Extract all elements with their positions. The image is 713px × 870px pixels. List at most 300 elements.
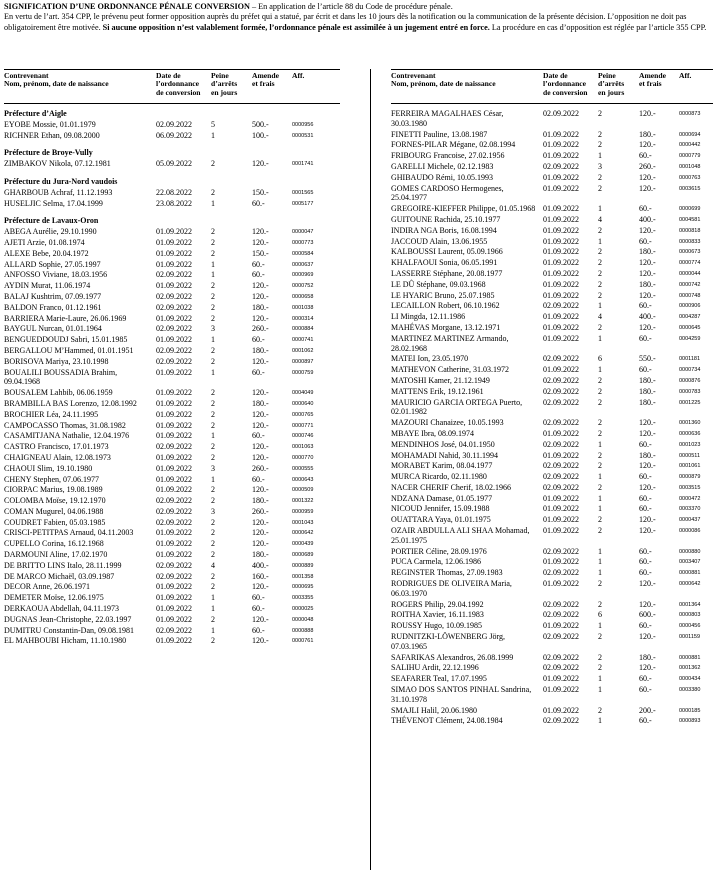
conversion-date: 02.09.2022 <box>543 461 579 471</box>
offender-name: LECAILLON Robert, 06.10.1962 <box>391 301 500 311</box>
fine-amount: 120.- <box>252 291 269 301</box>
fine-amount: 120.- <box>252 528 269 538</box>
conversion-date: 01.09.2022 <box>543 504 579 514</box>
conversion-date: 01.09.2022 <box>156 237 192 247</box>
offender-name: COMAN Mugurel, 04.06.1988 <box>4 506 104 516</box>
conversion-date: 01.09.2022 <box>543 140 579 150</box>
fine-amount: 60.- <box>639 504 652 514</box>
table-row <box>391 237 713 247</box>
table-body <box>4 103 340 646</box>
table-row <box>391 494 713 504</box>
conversion-date: 01.09.2022 <box>543 526 579 536</box>
conversion-date: 01.09.2022 <box>543 705 579 715</box>
conversion-date: 02.09.2022 <box>156 506 192 516</box>
fine-amount: 120.- <box>252 636 269 646</box>
table-row <box>4 421 340 431</box>
fine-amount: 120.- <box>639 172 656 182</box>
case-number: 0001741 <box>292 161 314 168</box>
notice-text-bold: Si aucune opposition n’est valablement formée, l’ordonnance pénale est assimilée à un jugement entré en force. <box>102 22 490 32</box>
table-row <box>391 610 713 620</box>
offender-name: CUPELLO Corina, 16.12.1968 <box>4 539 104 549</box>
conversion-date: 01.09.2022 <box>543 247 579 257</box>
case-number: 0003407 <box>679 559 701 566</box>
table-body <box>391 103 713 726</box>
detention-days: 2 <box>598 482 602 492</box>
conversion-date: 01.09.2022 <box>543 365 579 375</box>
conversion-date: 01.09.2022 <box>156 539 192 549</box>
conversion-date: 02.09.2022 <box>543 472 579 482</box>
detention-days: 2 <box>598 183 602 193</box>
table-row <box>391 461 713 471</box>
offender-name: HUSELJIC Selma, 17.04.1999 <box>4 198 103 208</box>
fine-amount: 120.- <box>639 418 656 428</box>
case-number: 0000695 <box>292 584 314 591</box>
detention-days: 2 <box>598 109 602 118</box>
detention-days: 2 <box>211 248 215 258</box>
detention-days: 2 <box>598 140 602 150</box>
table-row <box>4 485 340 495</box>
fine-amount: 180.- <box>252 302 269 312</box>
offender-name: CASTRO Francisco, 17.01.1973 <box>4 442 109 452</box>
offender-name: DERKAOUA Abdellah, 04.11.1973 <box>4 604 120 614</box>
offender-name: BORISOVA Mariya, 23.10.1998 <box>4 356 109 366</box>
case-number: 0000741 <box>292 337 314 344</box>
header-aff: Aff. <box>679 71 692 80</box>
case-number: 0000637 <box>292 261 314 268</box>
offender-name: NICOUD Jennifer, 15.09.1988 <box>391 504 490 514</box>
table-row <box>391 472 713 482</box>
fine-amount: 120.- <box>639 663 656 673</box>
case-number: 0000906 <box>679 303 701 310</box>
case-number: 0000086 <box>679 528 701 535</box>
offender-name: KALBOUSSI Laurent, 05.09.1966 <box>391 247 503 257</box>
table-row <box>4 561 340 571</box>
offender-name: MBAYE Ibra, 08.09.1974 <box>391 428 475 438</box>
table-row <box>4 357 340 367</box>
detention-days: 3 <box>598 161 602 171</box>
conversion-date: 02.09.2022 <box>543 375 579 385</box>
conversion-date: 02.09.2022 <box>543 632 579 642</box>
case-number: 0004287 <box>679 314 701 321</box>
conversion-date: 02.09.2022 <box>543 663 579 673</box>
case-number: 0000876 <box>679 377 701 384</box>
conversion-date: 02.09.2022 <box>543 482 579 492</box>
case-number: 0000956 <box>292 121 314 128</box>
offender-name: BALDON Franco, 01.12.1961 <box>4 302 102 312</box>
case-number: 0003380 <box>679 687 701 694</box>
detention-days: 1 <box>598 204 602 214</box>
offender-name: SALIHU Ardit, 22.12.1996 <box>391 663 479 673</box>
fine-amount: 160.- <box>252 571 269 581</box>
table-row <box>4 368 340 388</box>
conversion-date: 02.09.2022 <box>156 291 192 301</box>
conversion-date: 01.09.2022 <box>543 172 579 182</box>
table-row <box>391 706 713 716</box>
table-row <box>4 346 340 356</box>
offender-name: RUDNITZKI-LÖWENBERG Jörg, 07.03.1965 <box>391 632 506 651</box>
table-row <box>391 429 713 439</box>
fine-amount: 260.- <box>639 161 656 171</box>
detention-days: 2 <box>211 517 215 527</box>
table-row <box>4 238 340 248</box>
conversion-date: 06.09.2022 <box>156 130 192 140</box>
table-row <box>391 451 713 461</box>
detention-days: 2 <box>598 450 602 460</box>
offender-name: GUITOUNE Rachida, 25.10.1977 <box>391 214 501 224</box>
conversion-date: 02.09.2022 <box>543 568 579 578</box>
case-number: 0000773 <box>292 239 314 246</box>
case-number: 0004259 <box>679 335 701 342</box>
conversion-date: 01.09.2022 <box>156 614 192 624</box>
detention-days: 2 <box>598 397 602 407</box>
detention-days: 4 <box>211 560 215 570</box>
table-row <box>4 131 340 141</box>
conversion-date: 01.09.2022 <box>156 452 192 462</box>
fine-amount: 60.- <box>639 685 652 695</box>
table-row <box>4 227 340 237</box>
table-row <box>391 398 713 418</box>
offender-name: CASAMITJANA Nathalie, 12.04.1976 <box>4 431 130 441</box>
case-number: 0004581 <box>679 216 701 223</box>
case-number: 0000642 <box>292 530 314 537</box>
fine-amount: 100.- <box>252 130 269 140</box>
fine-amount: 120.- <box>639 225 656 235</box>
fine-amount: 120.- <box>639 140 656 150</box>
offender-name: RODRIGUES DE OLIVEIRA Maria, 06.03.1970 <box>391 579 512 598</box>
table-row <box>4 442 340 452</box>
offender-name: FORNES-PILAR Mégane, 02.08.1994 <box>391 140 516 150</box>
conversion-date: 01.09.2022 <box>156 550 192 560</box>
table-row <box>391 483 713 493</box>
conversion-date: 02.09.2022 <box>543 354 579 364</box>
case-number: 0000437 <box>679 517 701 524</box>
conversion-date: 01.09.2022 <box>156 227 192 237</box>
offender-name: DECOR Anne, 26.06.1971 <box>4 582 90 592</box>
offender-name: CHAOUI Slim, 19.10.1980 <box>4 463 93 473</box>
conversion-date: 02.09.2022 <box>543 109 579 118</box>
case-number: 0000439 <box>292 541 314 548</box>
offender-name: FERREIRA MAGALHAES César, 30.03.1980 <box>391 109 504 128</box>
fine-amount: 120.- <box>639 322 656 332</box>
detention-days: 3 <box>211 463 215 473</box>
table-row <box>391 365 713 375</box>
fine-amount: 120.- <box>639 428 656 438</box>
fine-amount: 400.- <box>639 312 656 322</box>
detention-days: 2 <box>211 485 215 495</box>
detention-days: 2 <box>598 526 602 536</box>
conversion-date: 01.09.2022 <box>543 258 579 268</box>
table-row <box>4 496 340 506</box>
table-row <box>391 579 713 599</box>
fine-amount: 60.- <box>639 365 652 375</box>
table-row <box>4 572 340 582</box>
conversion-date: 01.09.2022 <box>156 593 192 603</box>
conversion-date: 01.09.2022 <box>543 428 579 438</box>
fine-amount: 150.- <box>252 187 269 197</box>
detention-days: 2 <box>211 281 215 291</box>
offender-name: MATOSHI Kamer, 21.12.1949 <box>391 375 490 385</box>
case-number: 0000472 <box>679 495 701 502</box>
table-top-rule <box>4 69 340 70</box>
notice-title-suffix: – En application de l’article 88 du Code de procédure pénale. <box>249 2 453 11</box>
case-number: 0000818 <box>679 227 701 234</box>
conversion-date: 01.09.2022 <box>543 225 579 235</box>
conversion-date: 02.09.2022 <box>156 119 192 129</box>
table-row <box>391 184 713 204</box>
case-number: 0000746 <box>292 433 314 440</box>
table-row <box>391 526 713 546</box>
detention-days: 2 <box>598 599 602 609</box>
fine-amount: 600.- <box>639 610 656 620</box>
detention-days: 2 <box>598 386 602 396</box>
conversion-date: 02.09.2022 <box>543 161 579 171</box>
fine-amount: 60.- <box>639 546 652 556</box>
offender-name: ANFOSSO Viviane, 18.03.1956 <box>4 270 108 280</box>
table-row <box>391 334 713 354</box>
table-row <box>4 199 340 209</box>
detention-days: 2 <box>211 636 215 646</box>
case-number: 0000689 <box>292 552 314 559</box>
detention-days: 1 <box>211 474 215 484</box>
table-row <box>391 376 713 386</box>
fine-amount: 180.- <box>252 550 269 560</box>
offender-name: LASSERRE Stéphane, 20.08.1977 <box>391 268 503 278</box>
detention-days: 2 <box>211 302 215 312</box>
offender-name: PORTIER Céline, 28.09.1976 <box>391 546 487 556</box>
table-row <box>391 685 713 705</box>
offender-name: OUATTARA Yaya, 01.01.1975 <box>391 515 491 525</box>
fine-amount: 180.- <box>639 375 656 385</box>
offender-name: COLOMBA Moïse, 19.12.1970 <box>4 496 106 506</box>
detention-days: 2 <box>598 705 602 715</box>
detention-days: 2 <box>211 356 215 366</box>
table-row <box>391 600 713 610</box>
fine-amount: 120.- <box>252 442 269 452</box>
prefecture-heading: Préfecture de Lavaux-Oron <box>4 216 99 226</box>
table-row <box>4 507 340 517</box>
conversion-date: 02.09.2022 <box>156 324 192 334</box>
fine-amount: 120.- <box>252 582 269 592</box>
fine-amount: 400.- <box>252 560 269 570</box>
conversion-date: 01.09.2022 <box>156 335 192 345</box>
case-number: 0001360 <box>679 420 701 427</box>
case-number: 0000881 <box>679 570 701 577</box>
offender-name: NACER CHERIF Cherif, 18.02.1966 <box>391 482 511 492</box>
fine-amount: 120.- <box>639 109 656 118</box>
notice-title: SIGNIFICATION D’UNE ORDONNANCE PÉNALE CONVERSION <box>4 2 250 11</box>
column-divider <box>370 69 371 870</box>
detention-days: 1 <box>598 151 602 161</box>
fine-amount: 60.- <box>252 625 265 635</box>
conversion-date: 01.09.2022 <box>543 493 579 503</box>
detention-days: 2 <box>211 409 215 419</box>
offender-name: MATHEVON Catherine, 31.03.1972 <box>391 365 509 375</box>
case-number: 0000645 <box>679 324 701 331</box>
fine-amount: 260.- <box>252 463 269 473</box>
conversion-date: 02.09.2022 <box>156 625 192 635</box>
detention-days: 2 <box>598 247 602 257</box>
table-row <box>391 140 713 150</box>
offender-name: FRIBOURG Francoise, 27.02.1956 <box>391 151 505 161</box>
detention-days: 6 <box>598 610 602 620</box>
case-number: 0000025 <box>292 606 314 613</box>
conversion-date: 01.09.2022 <box>156 420 192 430</box>
offender-name: INDIRA NGA Boris, 16.08.1994 <box>391 225 497 235</box>
conversion-date: 01.09.2022 <box>543 268 579 278</box>
offender-name: MOHAMADI Nahid, 30.11.1994 <box>391 450 499 460</box>
table-header <box>4 72 340 103</box>
case-number: 0000884 <box>292 326 314 333</box>
case-number: 0000779 <box>679 153 701 160</box>
case-number: 0001322 <box>292 498 314 505</box>
table-top-rule <box>391 69 713 70</box>
detention-days: 2 <box>211 159 215 169</box>
conversion-date: 01.09.2022 <box>543 204 579 214</box>
detention-days: 2 <box>598 172 602 182</box>
detention-days: 5 <box>211 119 215 129</box>
offender-name: BOUSALEM Lahbib, 06.06.1959 <box>4 388 113 398</box>
detention-days: 1 <box>598 546 602 556</box>
fine-amount: 60.- <box>639 716 652 726</box>
conversion-date: 02.09.2022 <box>543 610 579 620</box>
table-row <box>4 324 340 334</box>
offender-name: ALLARD Sophie, 27.05.1997 <box>4 259 101 269</box>
detention-days: 2 <box>211 614 215 624</box>
offender-name: AJETI Arzie, 01.08.1974 <box>4 237 85 247</box>
fine-amount: 120.- <box>252 388 269 398</box>
conversion-date: 23.08.2022 <box>156 198 192 208</box>
conversion-date: 01.09.2022 <box>156 463 192 473</box>
table-row <box>4 604 340 614</box>
case-number: 0001061 <box>679 463 701 470</box>
detention-days: 2 <box>211 313 215 323</box>
detention-days: 2 <box>211 452 215 462</box>
notice-text-end: La procédure en cas d’opposition est réglée par l’article 355 CPP. <box>489 22 707 32</box>
table-row <box>391 557 713 567</box>
case-number: 0000044 <box>679 270 701 277</box>
conversion-date: 01.09.2022 <box>156 636 192 646</box>
case-number: 0001565 <box>292 189 314 196</box>
case-number: 0001181 <box>679 356 701 363</box>
case-number: 0000640 <box>292 400 314 407</box>
table-row <box>4 399 340 409</box>
table-row <box>391 215 713 225</box>
case-number: 0000893 <box>679 718 701 725</box>
fine-amount: 60.- <box>639 557 652 567</box>
detention-days: 2 <box>598 225 602 235</box>
table-row <box>391 663 713 673</box>
offender-name: BALAJ Kushtrim, 07.09.1977 <box>4 291 102 301</box>
offender-name: NDZANA Damase, 01.05.1977 <box>391 493 493 503</box>
detention-days: 1 <box>598 674 602 684</box>
offender-name: CRISCI-PETITPAS Arnaud, 04.11.2003 <box>4 528 134 538</box>
case-number: 0000969 <box>292 272 314 279</box>
case-number: 0000833 <box>679 238 701 245</box>
conversion-date: 01.09.2022 <box>543 515 579 525</box>
offender-name: ROITHA Xavier, 16.11.1983 <box>391 610 484 620</box>
detention-days: 3 <box>211 324 215 334</box>
case-number: 0000456 <box>679 623 701 630</box>
header-peine: Peine d’arrêts en jours <box>598 71 625 97</box>
conversion-date: 02.09.2022 <box>543 418 579 428</box>
detention-days: 2 <box>598 290 602 300</box>
offender-name: BARRIERA Marie-Laure, 26.06.1969 <box>4 313 127 323</box>
case-number: 0000873 <box>679 111 701 117</box>
detention-days: 1 <box>211 270 215 280</box>
offender-name: CHAIGNEAU Alain, 12.08.1973 <box>4 452 111 462</box>
offender-name: CIORPAC Marius, 19.08.1989 <box>4 485 103 495</box>
offender-name: KHALFAOUI Sonia, 06.05.1991 <box>391 258 498 268</box>
offender-name: GHIBAUDO Rémi, 10.05.1993 <box>391 172 493 182</box>
case-number: 0000531 <box>292 132 314 139</box>
detention-days: 1 <box>211 259 215 269</box>
table-row <box>4 475 340 485</box>
offender-name: DE MARCO Michaël, 03.09.1987 <box>4 571 115 581</box>
case-number: 0000314 <box>292 315 314 322</box>
case-number: 0001225 <box>679 399 701 406</box>
table-row <box>4 335 340 345</box>
conversion-date: 01.09.2022 <box>156 431 192 441</box>
table-row <box>4 270 340 280</box>
offender-name: ZIMBAKOV Nikola, 07.12.1981 <box>4 159 111 169</box>
case-number: 0001062 <box>292 347 314 354</box>
detention-days: 2 <box>598 663 602 673</box>
fine-amount: 120.- <box>252 409 269 419</box>
conversion-date: 01.09.2022 <box>543 674 579 684</box>
offender-name: FINETTI Pauline, 13.08.1987 <box>391 129 488 139</box>
notice-header <box>4 2 709 33</box>
detention-days: 1 <box>211 130 215 140</box>
fine-amount: 120.- <box>639 482 656 492</box>
case-number: 0000881 <box>679 654 701 661</box>
detention-days: 2 <box>598 428 602 438</box>
detention-days: 1 <box>598 685 602 695</box>
table-row <box>4 626 340 636</box>
conversion-date: 01.09.2022 <box>156 259 192 269</box>
table-row <box>391 247 713 257</box>
conversion-date: 01.09.2022 <box>156 281 192 291</box>
offender-name: BAYGUL Nurcan, 01.01.1964 <box>4 324 102 334</box>
fine-amount: 120.- <box>639 183 656 193</box>
left-column <box>4 69 340 647</box>
detention-days: 2 <box>598 129 602 139</box>
fine-amount: 400.- <box>639 214 656 224</box>
offender-name: SEAFARER Teal, 17.07.1995 <box>391 674 487 684</box>
case-number: 0001364 <box>679 601 701 608</box>
conversion-date: 02.09.2022 <box>156 496 192 506</box>
case-number: 0000879 <box>679 474 701 481</box>
table-row <box>391 312 713 322</box>
fine-amount: 60.- <box>252 270 265 280</box>
fine-amount: 180.- <box>639 279 656 289</box>
table-row <box>4 388 340 398</box>
fine-amount: 120.- <box>639 526 656 536</box>
table-row <box>391 173 713 183</box>
conversion-date: 02.09.2022 <box>156 517 192 527</box>
table-row <box>391 515 713 525</box>
detention-days: 1 <box>211 593 215 603</box>
offender-name: GHARBOUB Achraf, 11.12.1993 <box>4 187 113 197</box>
conversion-date: 01.09.2022 <box>156 409 192 419</box>
conversion-date: 02.09.2022 <box>543 546 579 556</box>
header-amende: Amende et frais <box>639 71 666 89</box>
offender-name: DUMITRU Constantin-Dan, 09.08.1981 <box>4 625 134 635</box>
fine-amount: 120.- <box>252 281 269 291</box>
detention-days: 1 <box>598 365 602 375</box>
offender-name: ALEXE Bebe, 20.04.1972 <box>4 248 89 258</box>
conversion-date: 01.09.2022 <box>156 485 192 495</box>
fine-amount: 500.- <box>252 119 269 129</box>
